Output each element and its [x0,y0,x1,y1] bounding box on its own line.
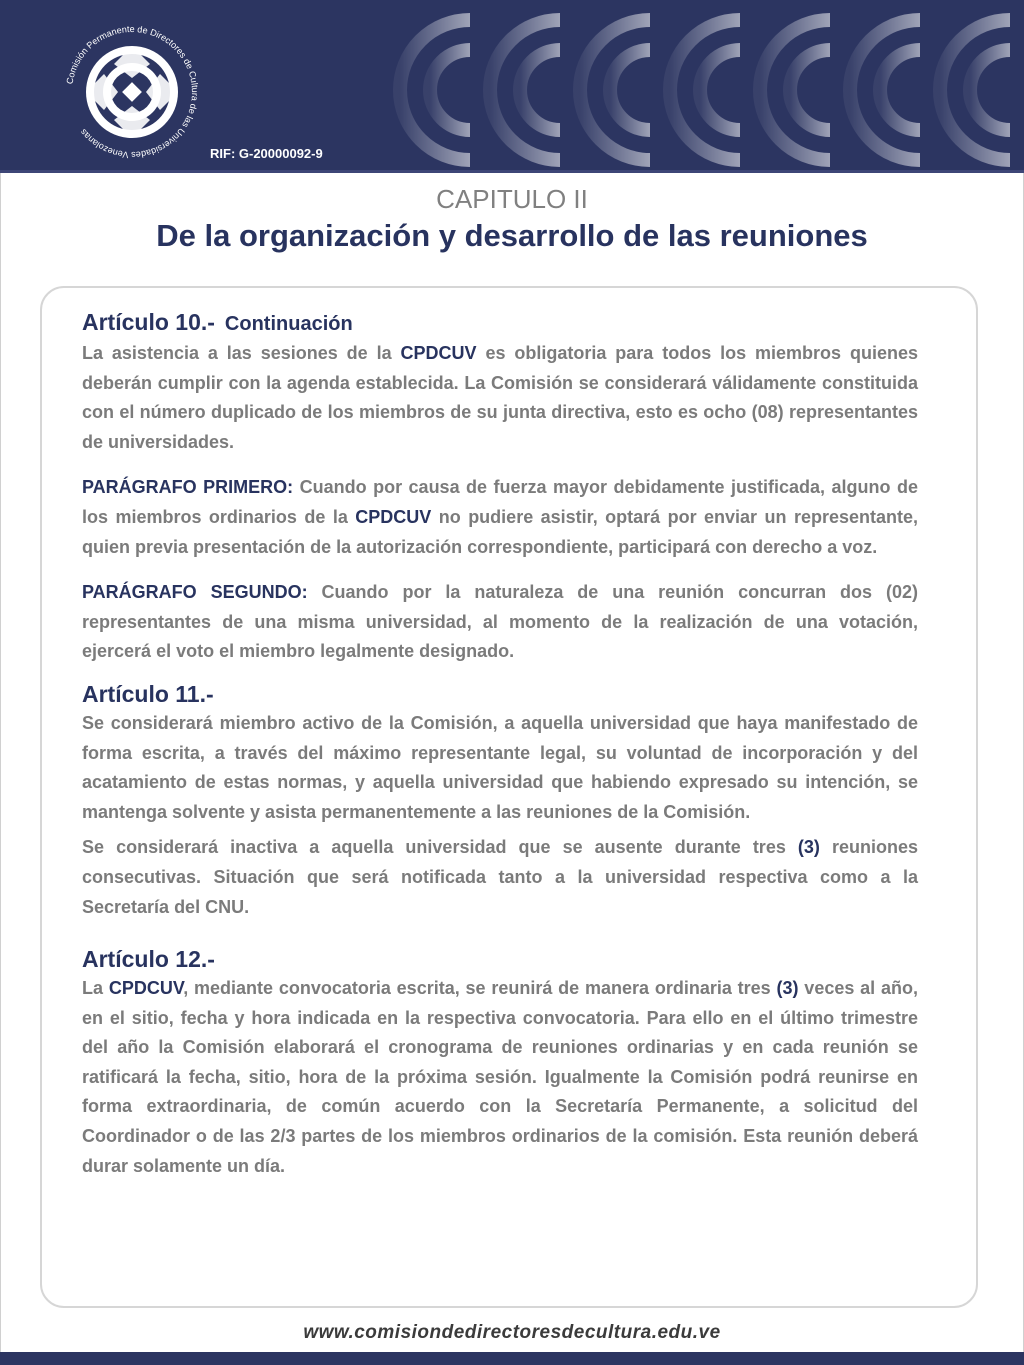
cpdcuv-logo [62,22,202,162]
article-10-title: Artículo 10.- [82,309,215,335]
article-10-heading [82,307,918,339]
paragrafo-segundo [82,578,918,667]
cpdcuv-acronym: CPDCUV [400,343,477,363]
paragrafo-primero [82,473,918,562]
rif-number: RIF: G-20000092-9 [210,146,323,161]
article-10-paragraph [82,339,918,457]
article-12-paragraph [82,974,918,1181]
text-run: veces al año, en el sitio, fecha y hora indicada en la respectiva convocatoria. Para ello en el último trimestre del año la Comisión elaborará el cronograma de reuniones ordinarias y en cada reunión se ratificará la fecha, sitio, hora de la próxima sesión. Igualmente la Comisión podrá reunirse en forma extraordinaria, de común acuerdo con la Secretaría Permanente, a solicitud del Coordinador o de las 2/3 partes de los miembros ordinarios de la comisión. Esta reunión deberá durar solamente un día. [82,978,918,1176]
logo-ring-text: Comisión Permanente de Directores de Cultura de las Universidades Venezolanas [64,23,201,161]
cpdcuv-acronym: CPDCUV [355,506,432,527]
text-run: reuniones consecutivas. Situación que será notificada tanto a la universidad respectiva como a la Secretaría del CNU. [82,837,918,917]
footer-url: www.comisiondedirectoresdecultura.edu.ve [303,1322,721,1343]
article-11-paragraph-2 [82,833,918,922]
header-divider [0,170,1024,173]
number-emphasis: (3) [776,978,799,999]
text-run: La [82,978,109,999]
article-11-title: Artículo 11.- [82,680,214,707]
text-run: es obligatoria para todos los miembros quienes deberán cumplir con la agenda establecida. La Comisión se considerará válidamente constituida con el número duplicado de los miembros de su junta directiva, esto es ocho (08) representantes de universidades. [82,343,918,452]
text-run: , mediante convocatoria escrita, se reunirá de manera ordinaria tres [183,978,777,999]
text-run: Se considerará inactiva a aquella universidad que se ausente durante tres [82,837,798,858]
paragrafo-primero-label: PARÁGRAFO PRIMERO: [82,477,294,498]
text-run: no pudiere asistir, optará por enviar un representante, quien previa presentación de la autorización correspondiente, participará con derecho a voz. [82,506,918,557]
chapter-title: CAPITULO II [436,184,588,214]
header-banner [0,0,1024,172]
article-12-title: Artículo 12.- [82,946,215,973]
chapter-subtitle: De la organización y desarrollo de las reuniones [156,218,868,253]
text-run: Cuando por la naturaleza de una reunión concurran dos (02) representantes de una misma universidad, al momento de la realización de una votación, ejercerá el voto el miembro legalmente designado. [82,582,919,662]
text-run: La asistencia a las sesiones de la [82,343,401,363]
article-10-subtitle: Continuación [224,313,353,335]
article-11-paragraph-1: Se considerará miembro activo de la Comisión, a aquella universidad que haya manifestado de forma escrita, a través del máximo representante legal, su voluntad de incorporación y del acatamiento de estas normas, y aquella universidad que habiendo expresado su intención, se mantenga solvente y asista permanentemente a las reuniones de la Comisión. [82,712,918,822]
text-run: Cuando por causa de fuerza mayor debidamente justificada, alguno de los miembros ordinarios de la [82,477,918,527]
articles-content [82,307,918,1181]
number-emphasis: (3) [797,837,820,858]
cpdcuv-acronym: CPDCUV [108,978,184,999]
paragrafo-segundo-label: PARÁGRAFO SEGUNDO: [82,582,308,603]
footer-bar [0,1352,1024,1365]
